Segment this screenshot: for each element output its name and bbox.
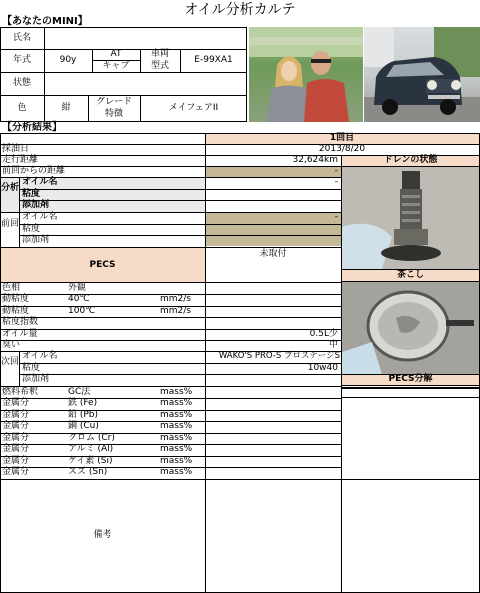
metal-sub: アルミ (Al) — [68, 444, 114, 454]
metal-sub: スズ (Sn) — [68, 467, 108, 477]
strainer-title: 茶こし — [396, 270, 424, 280]
metal-sub: GC法 — [68, 387, 91, 397]
name-label: 氏名 — [12, 33, 31, 43]
metal-label: 金属分 — [2, 467, 30, 477]
sampling-date-value: 2013/8/20 — [318, 144, 366, 154]
next-additive-label: 添加剤 — [22, 374, 50, 384]
metal-unit: mass% — [160, 387, 193, 397]
year-label: 年式 — [12, 55, 31, 65]
previous-additive-label: 添加剤 — [22, 235, 50, 245]
sampling-date-label: 採油日 — [2, 144, 30, 154]
row-label: 臭い — [2, 340, 21, 350]
viscosity-label: 粘度 — [22, 189, 41, 199]
model-label-top: 車両 — [150, 49, 169, 59]
metal-unit: mass% — [160, 421, 193, 431]
previous-group-label: 前回 — [1, 219, 20, 229]
distance-label: 前回からの距離 — [2, 166, 66, 176]
mileage-label: 走行距離 — [2, 155, 39, 165]
pecs-analysis-title: PECS分解 — [388, 374, 433, 384]
strainer-photo — [342, 282, 479, 374]
color-label: 色 — [17, 103, 27, 113]
metal-label: 金属分 — [2, 410, 30, 420]
row-value: 中 — [328, 340, 338, 350]
metal-sub: 鉛 (Pb) — [68, 410, 99, 420]
row-label: 動粘度 — [2, 306, 30, 316]
previous-oil-value: - — [334, 212, 338, 222]
status-label: 状態 — [12, 78, 31, 88]
fuel-system: キャブ — [102, 61, 130, 71]
previous-oil-name-label: オイル名 — [22, 212, 58, 222]
row-unit: mm2/s — [160, 306, 191, 316]
metal-unit: mass% — [160, 456, 193, 466]
model-label-bottom: 型式 — [150, 61, 169, 71]
remarks-area[interactable] — [206, 480, 479, 592]
mileage-value: 32,624km — [292, 155, 338, 165]
grade-value: メイフェアII — [168, 103, 219, 113]
metal-sub: 銅 (Cu) — [68, 421, 99, 431]
page-title: オイル分析カルテ — [184, 2, 296, 18]
metal-label: 金属分 — [2, 398, 30, 408]
row-unit: mm2/s — [160, 294, 191, 304]
pecs-label: PECS — [89, 260, 116, 270]
row-value: 0.5L少 — [309, 329, 338, 339]
row-label: 色相 — [2, 283, 21, 293]
metal-sub: ケイ素 (Si) — [68, 456, 113, 466]
drain-plug-photo — [342, 167, 479, 269]
analysis-section-header: 【分析結果】 — [2, 122, 62, 133]
oil-name-value: - — [334, 177, 338, 187]
color-value: 紺 — [61, 103, 71, 113]
metal-sub: 鉄 (Fe) — [68, 398, 98, 408]
row-sub: 40℃ — [68, 294, 90, 304]
car-photo — [364, 27, 480, 122]
remarks-label: 備考 — [93, 530, 112, 540]
metal-unit: mass% — [160, 433, 193, 443]
metal-unit: mass% — [160, 467, 193, 477]
next-viscosity-value: 10w40 — [307, 363, 338, 373]
grade-label-bottom: 特徴 — [104, 109, 123, 119]
pecs-value: 未取付 — [259, 249, 287, 259]
row-sub: 外観 — [68, 283, 87, 293]
analysis-group-label: 分析 — [1, 183, 20, 193]
row-label: 動粘度 — [2, 294, 30, 304]
next-oil-value: WAKO'S PRO-S プロステージS — [218, 351, 340, 361]
row-label: 粘度指数 — [2, 317, 39, 327]
additive-label: 添加剤 — [22, 200, 50, 210]
metal-label: 金属分 — [2, 456, 30, 466]
grade-label-top: グレード — [95, 97, 132, 107]
next-viscosity-label: 粘度 — [22, 363, 41, 373]
transmission-type: AT — [110, 49, 122, 59]
metal-label: 金属分 — [2, 433, 30, 443]
model-value: E-99XA1 — [194, 55, 233, 65]
previous-viscosity-label: 粘度 — [22, 224, 41, 234]
metal-sub: クロム (Cr) — [68, 433, 115, 443]
row-label: オイル量 — [2, 329, 38, 339]
owners-photo — [249, 27, 363, 122]
metal-label: 金属分 — [2, 444, 30, 454]
mini-section-header: 【あなたのMINI】 — [2, 16, 88, 27]
metal-label: 燃料希釈 — [2, 387, 39, 397]
row-sub: 100℃ — [68, 306, 96, 316]
metal-label: 金属分 — [2, 421, 30, 431]
metal-unit: mass% — [160, 398, 193, 408]
next-oil-name-label: オイル名 — [22, 351, 58, 361]
drain-title: ドレンの状態 — [383, 155, 438, 165]
oil-name-label: オイル名 — [22, 177, 58, 187]
metal-unit: mass% — [160, 410, 193, 420]
metal-unit: mass% — [160, 444, 193, 454]
distance-value: - — [334, 166, 338, 176]
year-value: 90y — [59, 55, 77, 65]
next-group-label: 次回 — [1, 357, 20, 367]
round-header: 1回目 — [329, 133, 355, 143]
